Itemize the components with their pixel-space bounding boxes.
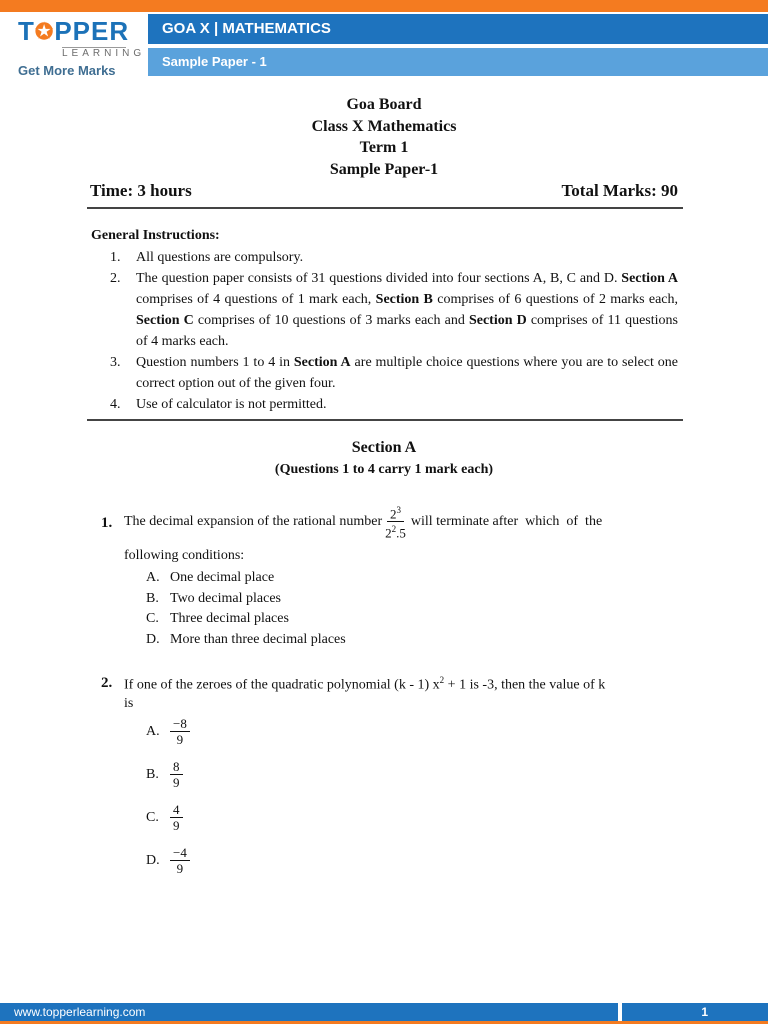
question-1-text: The decimal expansion of the rational number $\frac{2^3}{2^2.5}$ will terminate after which of the (124, 505, 603, 541)
class-title: Class X Mathematics (311, 118, 457, 135)
paper-header-bar (148, 48, 768, 76)
option-a: A. $\frac{-8}{9}$ (146, 716, 190, 747)
instruction-item (110, 268, 678, 352)
instruction-number: 1. (110, 250, 121, 265)
instruction-item (110, 352, 678, 394)
instruction-number: 2. (110, 271, 121, 286)
instruction-number: 4. (110, 397, 121, 412)
instruction-text: All questions are compulsory. (136, 250, 304, 265)
logo-tagline: Get More Marks (18, 63, 116, 78)
footer-url-link[interactable]: www.topperlearning.com (14, 1005, 146, 1019)
instruction-item (110, 394, 678, 415)
subject-title: GOA X | MATHEMATICS (162, 20, 331, 37)
divider (87, 207, 683, 209)
footer-page-bar (622, 1003, 768, 1021)
top-accent-bar (0, 0, 768, 12)
total-marks-label: Total Marks: 90 (561, 181, 678, 200)
question-1-text-cont: following conditions: (124, 548, 245, 563)
subject-header-bar (148, 14, 768, 44)
topper-logo[interactable]: T✪PPER LEARNING Get More Marks (18, 16, 146, 78)
star-icon: ✪ (34, 19, 55, 44)
footer-bar (0, 1003, 618, 1021)
question-number: 1. (101, 515, 113, 531)
divider (87, 419, 683, 421)
board-title: Goa Board (346, 96, 422, 113)
option-c: C. Three decimal places (146, 611, 289, 626)
instruction-number: 3. (110, 355, 121, 370)
instruction-text: Use of calculator is not permitted. (136, 397, 327, 412)
option-c: C. $\frac{4}{9}$ (146, 802, 183, 833)
logo-subtext: LEARNING (62, 48, 146, 59)
paper-title: Sample Paper - 1 (162, 54, 267, 69)
question-2-text: If one of the zeroes of the quadratic polynomial (k - 1) $x^2 + 1$ is -3, then the value of k (124, 675, 606, 693)
option-a: A. One decimal place (146, 570, 275, 585)
sample-paper-title: Sample Paper-1 (329, 161, 439, 178)
instructions-list (110, 247, 678, 415)
page-number: 1 (701, 1005, 708, 1019)
rational-fraction: $\frac{2^3}{2^2.5}$ (385, 505, 406, 541)
option-d: D. More than three decimal places (146, 632, 346, 647)
section-title: Section A (351, 439, 417, 456)
term-title: Term 1 (359, 139, 409, 156)
question-2-text-cont: is (124, 696, 134, 711)
instruction-text: The question paper consists of 31 questions divided into four sections A, B, C and D. Section A comprises of 4 questions of 1 mark each, Section B comprises of 6 questions of 2 marks each, Section C comprises of 10 questions of 3 marks each and Section D comprises of 11 questions of 4 marks each. (136, 271, 679, 349)
option-d: D. $\frac{-4}{9}$ (146, 845, 190, 876)
option-b: B. $\frac{8}{9}$ (146, 759, 183, 790)
section-subtitle: (Questions 1 to 4 carry 1 mark each) (274, 462, 494, 477)
instruction-text: Question numbers 1 to 4 in Section A are multiple choice questions where you are to select one correct option out of the given four. (136, 355, 679, 391)
instructions-heading: General Instructions: (91, 228, 220, 243)
option-b: B. Two decimal places (146, 591, 281, 606)
time-label: Time: 3 hours (90, 181, 192, 200)
instruction-item (110, 247, 678, 268)
question-number: 2. (101, 675, 113, 691)
